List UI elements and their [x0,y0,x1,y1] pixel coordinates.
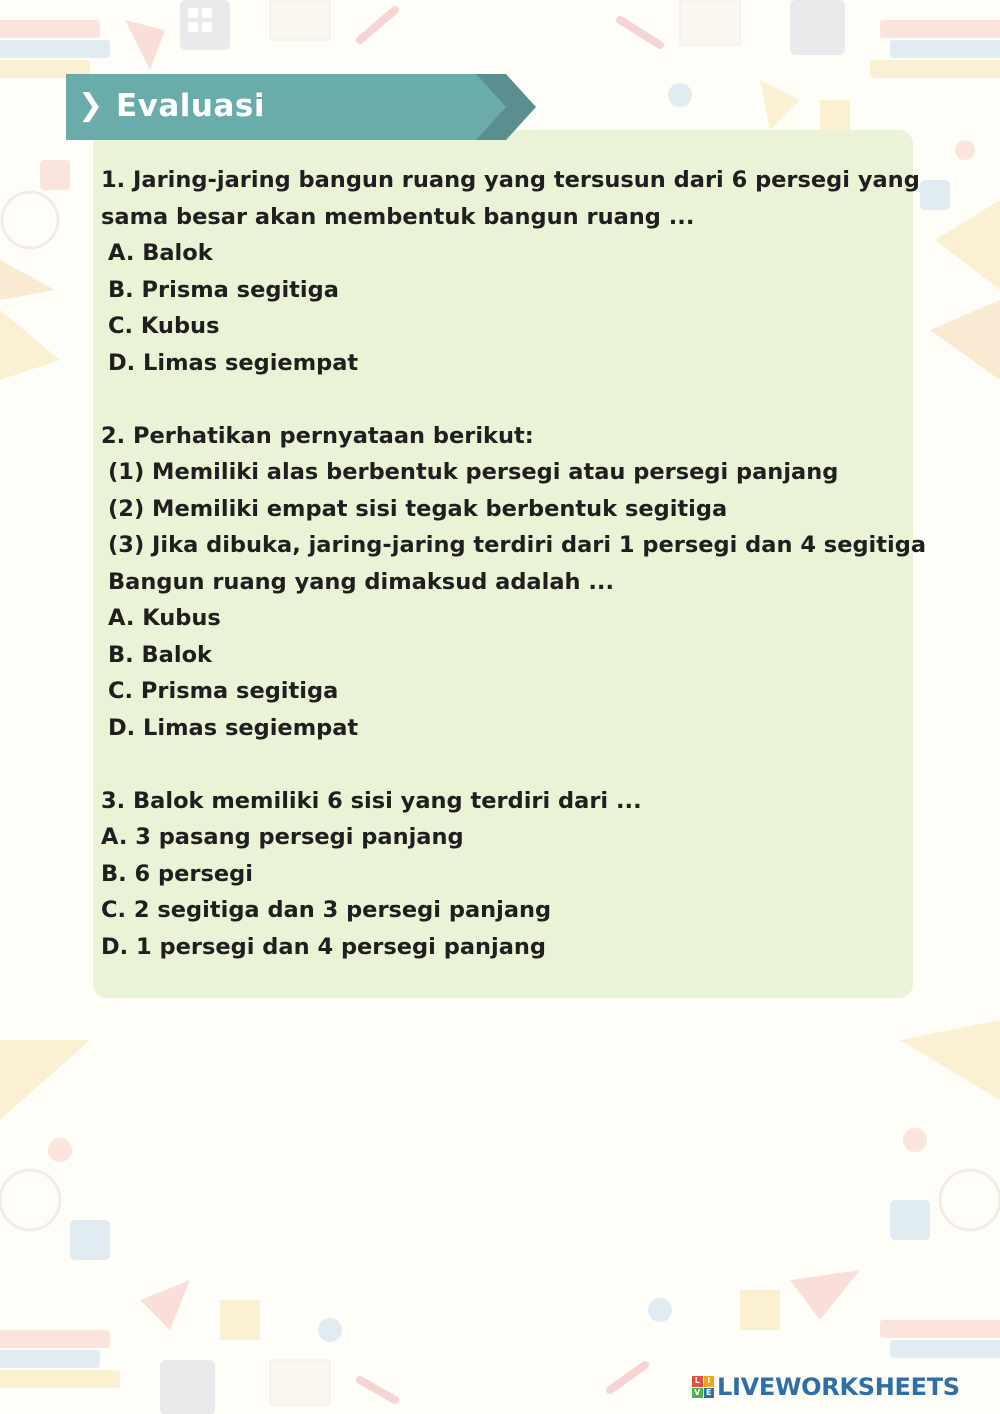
question-2-option-a[interactable]: A. Kubus [108,605,221,631]
question-3-text-line-1: 3. Balok memiliki 6 sisi yang terdiri dari ... [101,787,642,814]
logo-letter-i: I [704,1376,715,1387]
question-2-prompt: Bangun ruang yang dimaksud adalah ... [108,568,615,595]
question-list [101,162,927,965]
question-3-option-c[interactable]: C. 2 segitiga dan 3 persegi panjang [101,897,552,923]
question-3-option-b[interactable]: B. 6 persegi [101,860,253,887]
question-3-option-d[interactable]: D. 1 persegi dan 4 persegi panjang [101,933,547,960]
question-1-text-line-2: sama besar akan membentuk bangun ruang ... [101,203,695,230]
chevron-right-icon: ❯ [78,88,104,123]
section-banner [66,74,536,140]
logo-letter-e: E [704,1388,715,1399]
question-2-option-c[interactable]: C. Prisma segitiga [108,678,339,704]
logo-letter-v: V [692,1388,703,1399]
question-3 [101,783,911,966]
question-2-option-d[interactable]: D. Limas segiempat [108,714,359,741]
question-2-statement-1: (1) Memiliki alas berbentuk persegi atau persegi panjang [108,459,839,485]
question-1-option-c[interactable]: C. Kubus [108,313,220,339]
question-1-option-a[interactable]: A. Balok [108,240,213,266]
section-title: Evaluasi [116,88,265,124]
question-2 [101,418,927,747]
logo-letter-l: L [692,1376,703,1387]
spacer [101,381,911,418]
spacer [101,746,911,783]
question-2-statement-2: (2) Memiliki empat sisi tegak berbentuk segitiga [108,495,728,522]
brand-name: LIVEWORKSHEETS [717,1373,960,1401]
question-2-statement-3: (3) Jika dibuka, jaring-jaring terdiri dari 1 persegi dan 4 segitiga [108,532,927,558]
question-2-option-b[interactable]: B. Balok [108,641,212,668]
question-1-option-b[interactable]: B. Prisma segitiga [108,276,339,303]
liveworksheets-logo-icon [692,1376,714,1398]
question-1-option-d[interactable]: D. Limas segiempat [108,349,359,376]
liveworksheets-brand[interactable] [692,1373,960,1401]
question-1 [101,162,920,381]
question-2-text-line-1: 2. Perhatikan pernyataan berikut: [101,422,534,449]
question-3-option-a[interactable]: A. 3 pasang persegi panjang [101,824,464,850]
question-1-text-line-1: 1. Jaring-jaring bangun ruang yang tersusun dari 6 persegi yang [101,167,920,193]
